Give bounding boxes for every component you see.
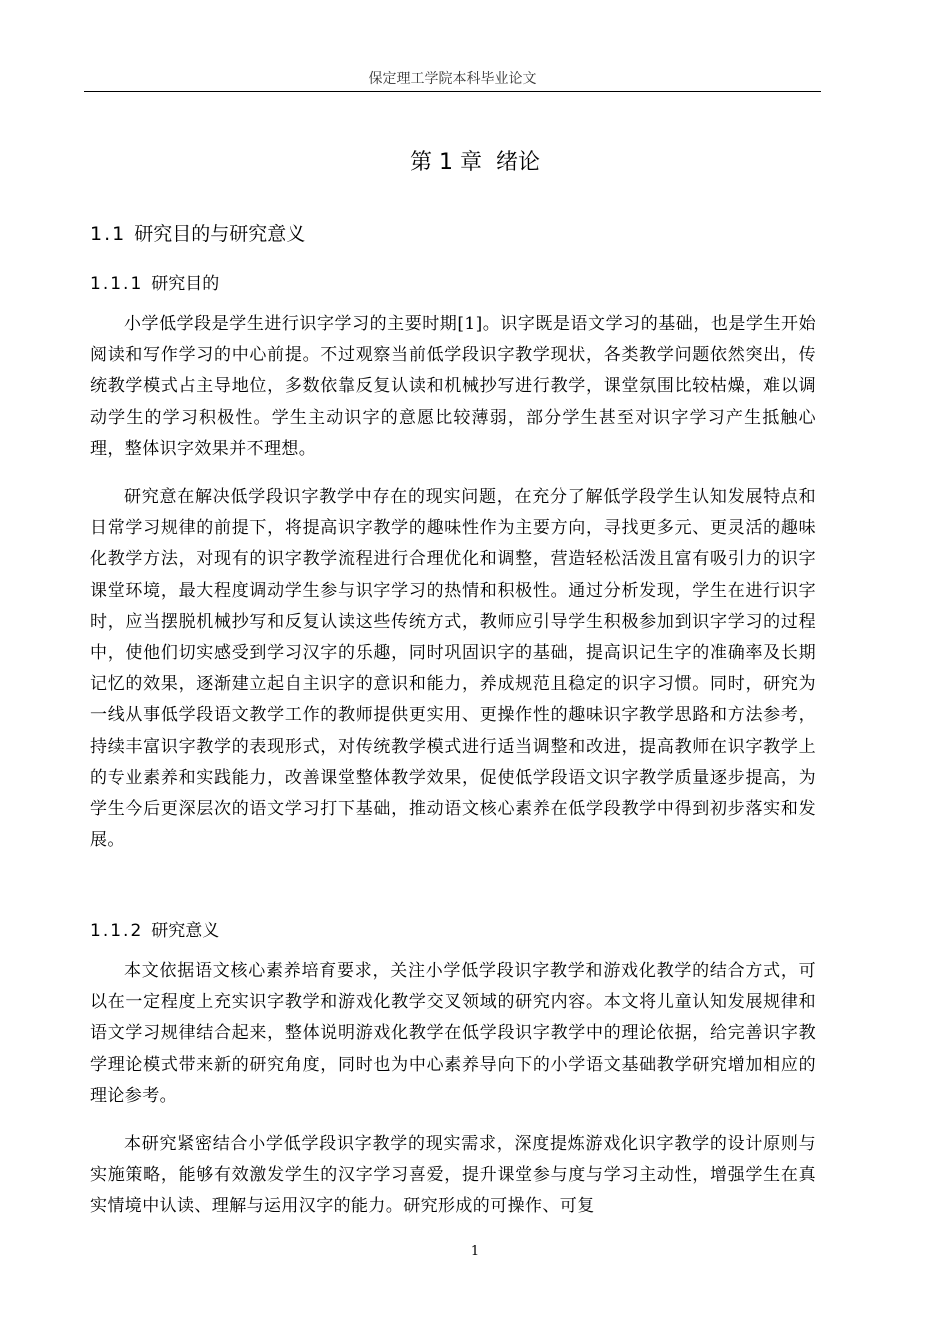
running-header: 保定理工学院本科毕业论文 [368, 71, 537, 87]
body-paragraph: 本文依据语文核心素养培育要求，关注小学低学段识字教学和游戏化教学的结合方式，可以在一定程度上充实识字教学和游戏化教学交叉领域的研究内容。本文将儿童认知发展规律和语文学习规律结合起来，整体说明游戏化教学在低学段识字教学中的理论依据，给完善识字教学理论模式带来新的研究角度，同时也为中心素养导向下的小学语文基础教学研究增加相应的理论参考。 [90, 961, 816, 1106]
subsection-title: 研究目的 [151, 274, 220, 294]
subsection-number: 1.1.2 [90, 921, 144, 941]
subsection-title: 研究意义 [151, 921, 220, 941]
section-number: 1.1 [90, 223, 127, 245]
section-title: 研究目的与研究意义 [134, 223, 306, 245]
section-heading [90, 221, 305, 247]
page-number: 1 [470, 1244, 480, 1259]
subsection-heading-purpose [90, 272, 219, 296]
body-paragraph: 研究意在解决低学段识字教学中存在的现实问题，在充分了解低学段学生认知发展特点和日常学习规律的前提下，将提高识字教学的趣味性作为主要方向，寻找更多元、更灵活的趣味化教学方法，对现有的识字教学流程进行合理优化和调整，营造轻松活泼且富有吸引力的识字课堂环境，最大程度调动学生参与识字学习的热情和积极性。通过分析发现，学生在进行识字时，应当摆脱机械抄写和反复认读这些传统方式，教师应引导学生积极参加到识字学习的过程中，使他们切实感受到学习汉字的乐趣，同时巩固识字的基础，提高识记生字的准确率及长期记忆的效果，逐渐建立起自主识字的意识和能力，养成规范且稳定的识字习惯。同时，研究为一线从事低学段语文教学工作的教师提供更实用、更操作性的趣味识字教学思路和方法参考，持续丰富识字教学的表现形式，对传统教学模式进行适当调整和改进，提高教师在识字教学上的专业素养和实践能力，改善课堂整体教学效果，促使低学段语文识字教学质量逐步提高，为学生今后更深层次的语文学习打下基础，推动语文核心素养在低学段教学中得到初步落实和发展。 [90, 487, 816, 851]
chapter-name: 绪论 [495, 150, 540, 175]
chapter-title [0, 148, 950, 178]
body-paragraph: 本研究紧密结合小学低学段识字教学的现实需求，深度提炼游戏化识字教学的设计原则与实施策略，能够有效激发学生的汉字学习喜爱，提升课堂参与度与学习主动性，增强学生在真实情境中认读、理解与运用汉字的能力。研究形成的可操作、可复 [90, 1134, 816, 1217]
subsection-number: 1.1.1 [90, 274, 144, 294]
body-paragraph: 小学低学段是学生进行识字学习的主要时期[1]。识字既是语文学习的基础，也是学生开始阅读和写作学习的中心前提。不过观察当前低学段识字教学现状，各类教学问题依然突出，传统教学模式占主导地位，多数依靠反复认读和机械抄写进行教学，课堂氛围比较枯燥，难以调动学生的学习积极性。学生主动识字的意愿比较薄弱，部分学生甚至对识字学习产生抵触心理，整体识字效果并不理想。 [90, 314, 816, 459]
chapter-number: 第 1 章 [410, 150, 482, 175]
subsection-heading-significance [90, 919, 219, 943]
header-rule [84, 91, 821, 92]
